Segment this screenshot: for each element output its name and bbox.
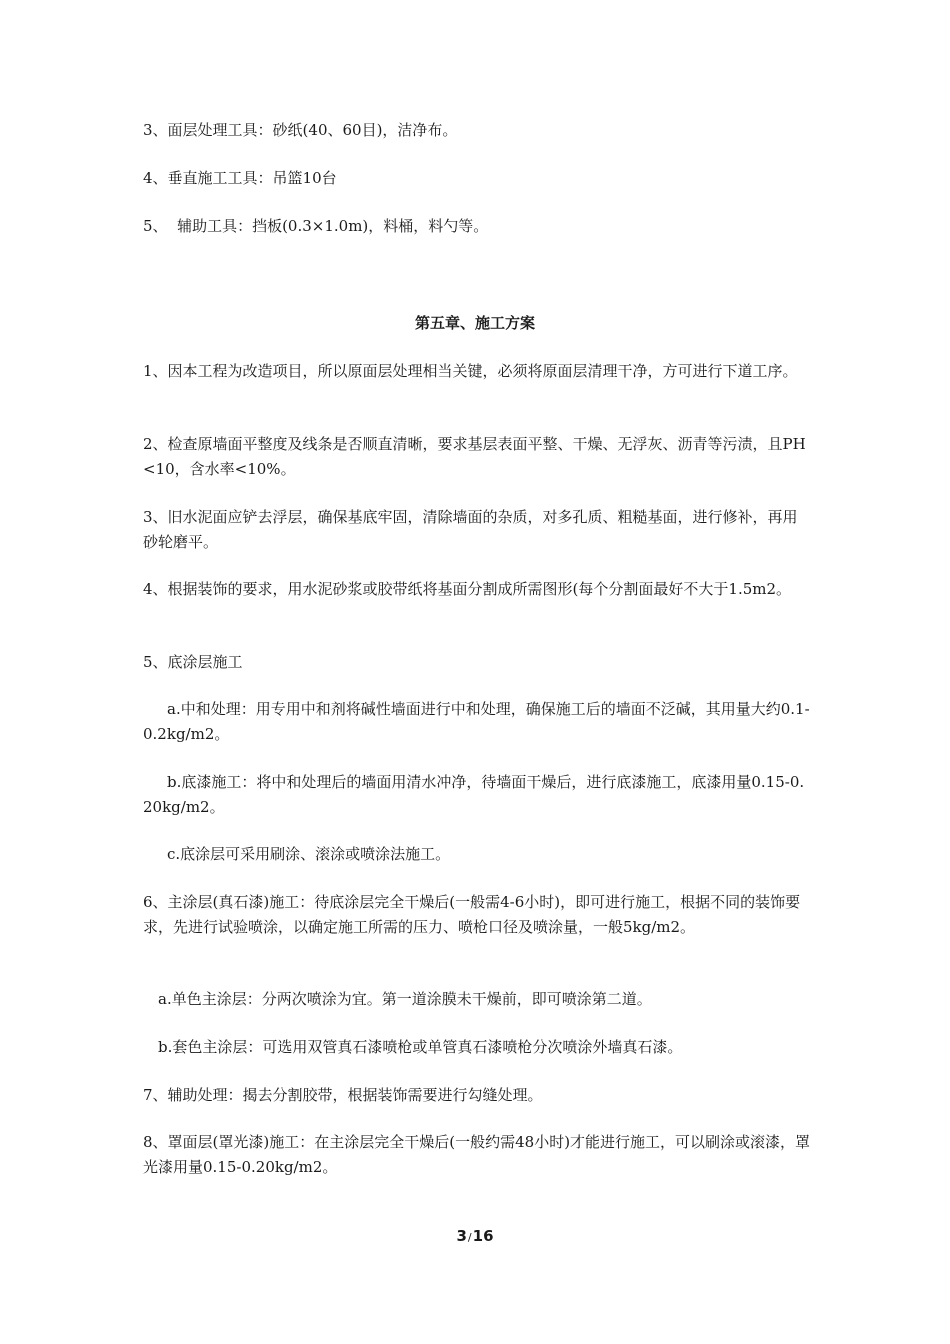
total-pages-number: 16 (472, 1227, 494, 1245)
step-5c: c.底涂层可采用刷涂、滚涂或喷涂法施工。 (167, 845, 451, 863)
step-1: 1、因本工程为改造项目，所以原面层处理相当关键，必须将原面层清理干净，方可进行下道工序。 (143, 362, 798, 380)
chapter-title: 第五章、施工方案 (414, 314, 535, 332)
page-number (0, 1225, 950, 1249)
step-2: 2、检查原墙面平整度及线条是否顺直清晰，要求基层表面平整、干燥、无浮灰、沥青等污渍，且PH<10，含水率<10%。 (143, 435, 806, 478)
step-5: 5、底涂层施工 (143, 653, 243, 671)
tool-item-vertical: 4、垂直施工工具：吊篮10台 (143, 169, 337, 187)
step-7: 7、辅助处理：揭去分割胶带，根据装饰需要进行勾缝处理。 (143, 1086, 543, 1104)
step-8: 8、罩面层(罩光漆)施工：在主涂层完全干燥后(一般约需48小时)才能进行施工，可以刷涂或滚漆，罩光漆用量0.15-0.20kg/m2。 (143, 1133, 811, 1176)
step-6: 6、主涂层(真石漆)施工：待底涂层完全干燥后(一般需4-6小时)，即可进行施工，根据不同的装饰要求，先进行试验喷涂，以确定施工所需的压力、喷枪口径及喷涂量，一般5kg/m2。 (143, 893, 801, 936)
step-3: 3、旧水泥面应铲去浮层，确保基底牢固，清除墙面的杂质，对多孔质、粗糙基面，进行修补，再用砂轮磨平。 (143, 508, 798, 551)
step-6a: a.单色主涂层：分两次喷涂为宜。第一道涂膜未干燥前，即可喷涂第二道。 (158, 990, 652, 1008)
page-separator: / (467, 1231, 472, 1244)
current-page-number: 3 (456, 1227, 467, 1245)
tool-item-auxiliary: 5、 辅助工具：挡板(0.3×1.0m)，料桶，料勺等。 (143, 217, 489, 235)
step-5a: a.中和处理：用专用中和剂将碱性墙面进行中和处理，确保施工后的墙面不泛碱，其用量大约0.1-0.2kg/m2。 (143, 700, 810, 743)
step-4: 4、根据装饰的要求，用水泥砂浆或胶带纸将基面分割成所需图形(每个分割面最好不大于1.5m2。 (143, 580, 792, 598)
step-5b: b.底漆施工：将中和处理后的墙面用清水冲净，待墙面干燥后，进行底漆施工，底漆用量0.15-0.20kg/m2。 (143, 773, 805, 816)
step-6b: b.套色主涂层：可选用双管真石漆喷枪或单管真石漆喷枪分次喷涂外墙真石漆。 (158, 1038, 683, 1056)
tool-item-surface: 3、面层处理工具：砂纸(40、60目)，洁净布。 (143, 121, 458, 139)
